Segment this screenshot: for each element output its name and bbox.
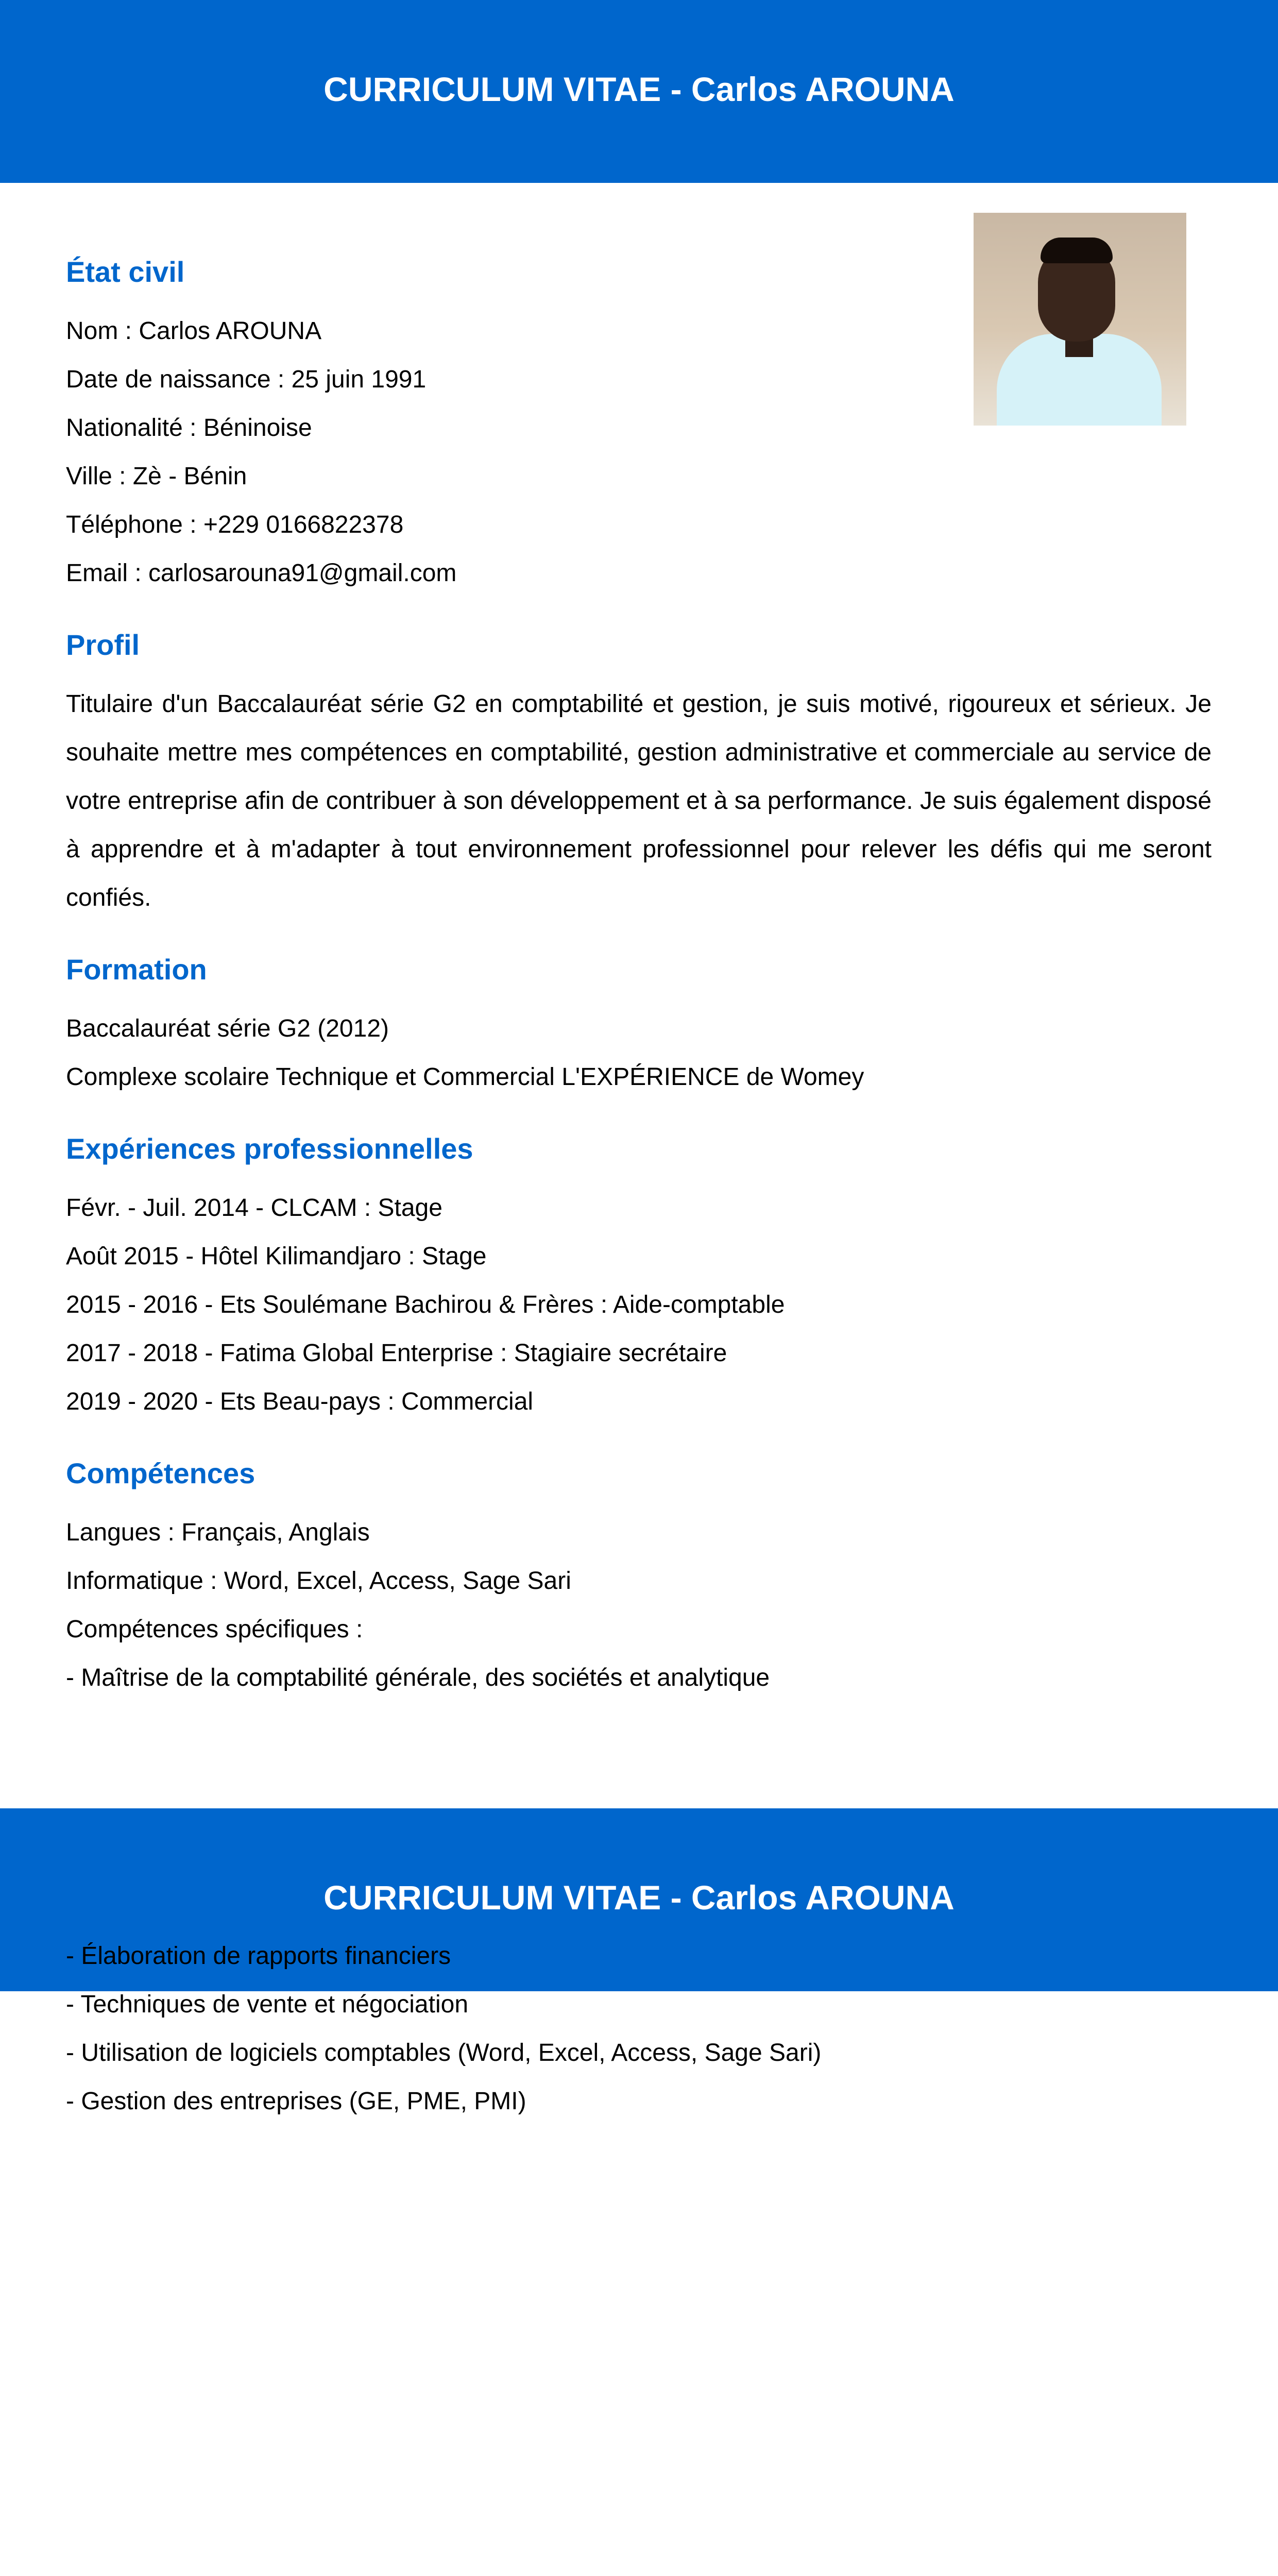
page-title-2: CURRICULUM VITAE - Carlos AROUNA	[323, 1878, 955, 1917]
competence-item: - Maîtrise de la comptabilité générale, des sociétés et analytique	[66, 1664, 770, 1691]
cv-page-2	[66, 1932, 1212, 2126]
civil-line-city: Ville : Zè - Bénin	[66, 463, 247, 490]
section-heading-formation: Formation	[66, 953, 207, 986]
competence-item: - Techniques de vente et négociation	[66, 1991, 469, 2018]
competence-computing: Informatique : Word, Excel, Access, Sage Sari	[66, 1567, 571, 1595]
cv-page-1	[66, 251, 1212, 1702]
section-heading-experiences: Expériences professionnelles	[66, 1132, 473, 1165]
competence-specific-label: Compétences spécifiques :	[66, 1616, 363, 1643]
section-heading-competences: Compétences	[66, 1457, 255, 1489]
experience-item: 2019 - 2020 - Ets Beau-pays : Commercial	[66, 1388, 534, 1415]
civil-line-phone: Téléphone : +229 0166822378	[66, 511, 404, 538]
formation-line-school: Complexe scolaire Technique et Commercial L'EXPÉRIENCE de Womey	[66, 1063, 864, 1091]
formation-line-diploma: Baccalauréat série G2 (2012)	[66, 1015, 389, 1042]
section-heading-profil: Profil	[66, 629, 140, 661]
competence-item: - Élaboration de rapports financiers	[66, 1942, 451, 1970]
competence-item: - Gestion des entreprises (GE, PME, PMI)	[66, 2088, 526, 2115]
experience-item: Août 2015 - Hôtel Kilimandjaro : Stage	[66, 1243, 487, 1270]
civil-line-name: Nom : Carlos AROUNA	[66, 317, 322, 345]
civil-line-email: Email : carlosarouna91@gmail.com	[66, 560, 457, 587]
civil-line-nationality: Nationalité : Béninoise	[66, 414, 312, 442]
experience-item: 2017 - 2018 - Fatima Global Enterprise : Stagiaire secrétaire	[66, 1340, 727, 1367]
experience-item: Févr. - Juil. 2014 - CLCAM : Stage	[66, 1194, 442, 1222]
civil-line-birthdate: Date de naissance : 25 juin 1991	[66, 366, 427, 393]
section-heading-etat-civil: État civil	[66, 256, 185, 288]
page-title: CURRICULUM VITAE - Carlos AROUNA	[323, 70, 955, 108]
competence-languages: Langues : Français, Anglais	[66, 1519, 370, 1546]
experience-item: 2015 - 2016 - Ets Soulémane Bachirou & Frères : Aide-comptable	[66, 1291, 785, 1318]
competence-item: - Utilisation de logiciels comptables (Word, Excel, Access, Sage Sari)	[66, 2039, 822, 2066]
profil-text: Titulaire d'un Baccalauréat série G2 en comptabilité et gestion, je suis motivé, rigoureux et sérieux. Je souhaite mettre mes compétences en comptabilité, gestion administrative et commerciale au service de votre entreprise afin de contribuer à son développement et à sa performance. Je suis également disposé à apprendre et à m'adapter à tout environnement professionnel pour relever les défis qui me seront confiés.	[66, 690, 1212, 911]
page-header-banner	[0, 0, 1278, 183]
